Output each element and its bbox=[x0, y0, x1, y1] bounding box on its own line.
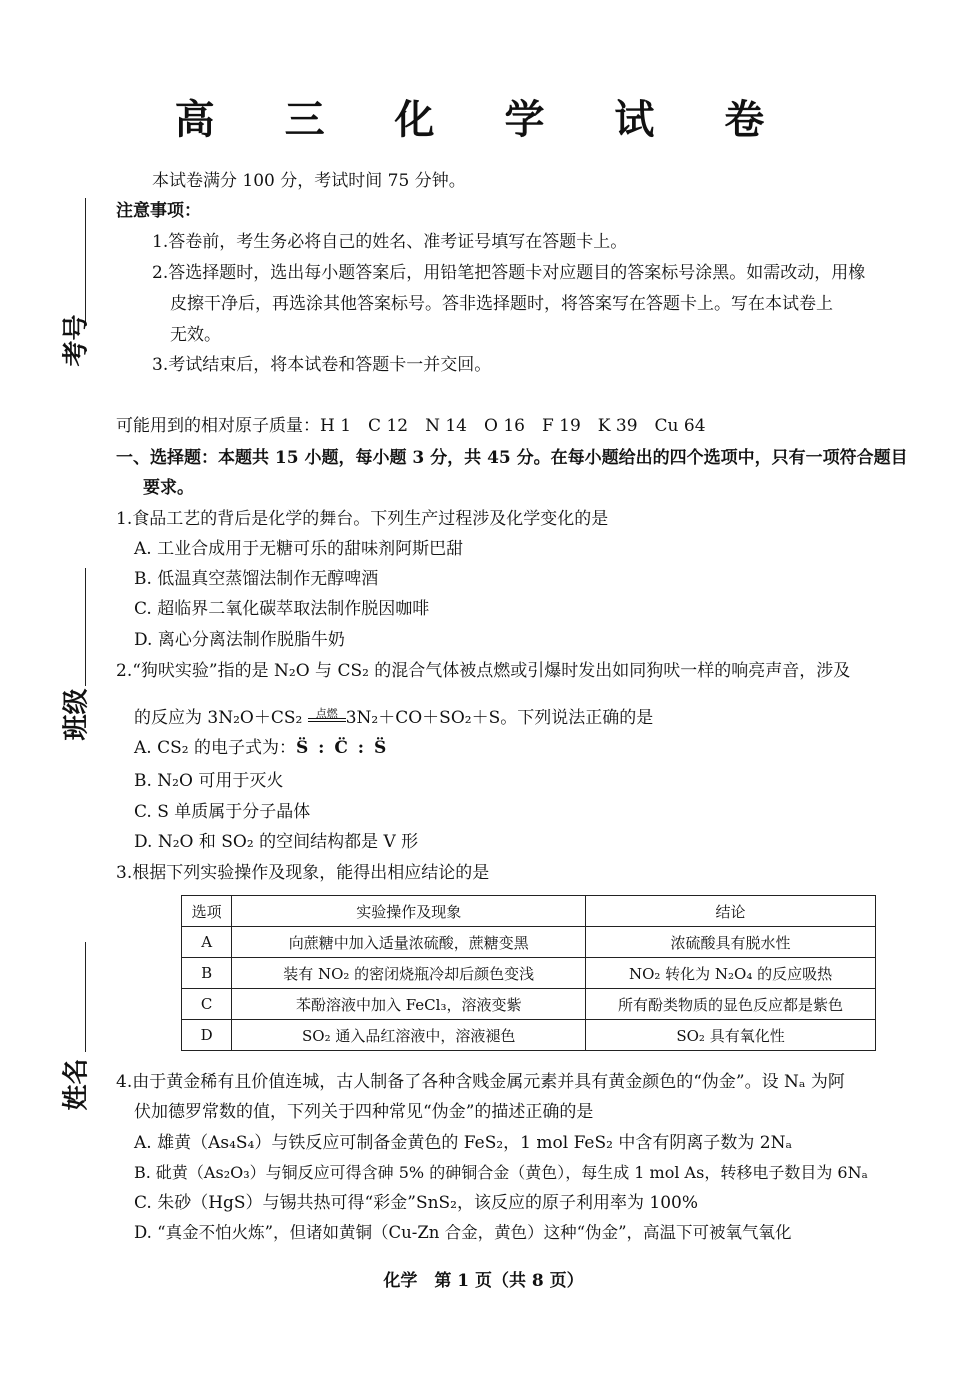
class-label: 班级 bbox=[61, 688, 92, 741]
question-1-option-d: D. 离心分离法制作脱脂牛奶 bbox=[134, 630, 345, 650]
question-4-stem: 4.由于黄金稀有且价值连城，古人制备了各种含贱金属元素并具有黄金颜色的“伪金”。设 Nₐ 为阿 bbox=[116, 1072, 845, 1092]
reaction-right: 3N₂＋CO＋SO₂＋S。下列说法正确的是 bbox=[345, 708, 654, 728]
question-4-option-c: C. 朱砂（HgS）与锡共热可得“彩金”SnS₂，该反应的原子利用率为 100% bbox=[134, 1193, 699, 1213]
lewis-structure: S̈ : C̈ : S̈ bbox=[295, 738, 389, 758]
option-a-text: A. CS₂ 的电子式为： bbox=[134, 738, 296, 758]
cell-conclusion: NO₂ 转化为 N₂O₄ 的反应吸热 bbox=[586, 958, 876, 989]
question-2-option-d: D. N₂O 和 SO₂ 的空间结构都是 V 形 bbox=[134, 832, 419, 852]
cell-operation: 装有 NO₂ 的密闭烧瓶冷却后颜色变浅 bbox=[232, 958, 586, 989]
header-option: 选项 bbox=[182, 896, 232, 927]
arrow-label: 点燃 bbox=[315, 707, 338, 720]
class-blank-line bbox=[85, 568, 86, 686]
section-heading-cont: 要求。 bbox=[143, 478, 194, 498]
question-4-stem-cont: 伏加德罗常数的值，下列关于四种常见“伪金”的描述正确的是 bbox=[134, 1102, 594, 1122]
question-2-option-a bbox=[134, 737, 388, 759]
section-heading: 一、选择题：本题共 15 小题，每小题 3 分，共 45 分。在每小题给出的四个选项中，只有一项符合题目 bbox=[116, 448, 908, 468]
name-label: 姓名 bbox=[61, 1058, 92, 1111]
experiment-table bbox=[181, 895, 876, 1051]
name-blank-line bbox=[85, 942, 86, 1052]
question-1-option-b: B. 低温真空蒸馏法制作无醇啤酒 bbox=[134, 569, 379, 589]
cell-option: A bbox=[182, 927, 232, 958]
question-1-option-c: C. 超临界二氧化碳萃取法制作脱因咖啡 bbox=[134, 599, 430, 619]
question-4-option-d: D. “真金不怕火炼”，但诸如黄铜（Cu-Zn 合金，黄色）这种“伪金”，高温下可被氧气氧化 bbox=[134, 1223, 792, 1242]
exam-no-blank-line bbox=[85, 198, 86, 326]
cell-option: B bbox=[182, 958, 232, 989]
notice-item: 3.考试结束后，将本试卷和答题卡一并交回。 bbox=[152, 355, 492, 375]
question-4-option-b: B. 砒黄（As₂O₃）与铜反应可得含砷 5% 的砷铜合金（黄色），每生成 1 mol As，转移电子数目为 6Nₐ bbox=[134, 1163, 868, 1182]
ignite-arrow bbox=[308, 703, 346, 725]
cell-conclusion: SO₂ 具有氧化性 bbox=[586, 1020, 876, 1051]
question-2-option-b: B. N₂O 可用于灭火 bbox=[134, 771, 284, 791]
exam-no-label: 考号 bbox=[61, 314, 92, 367]
table-row bbox=[182, 958, 876, 989]
cell-option: D bbox=[182, 1020, 232, 1051]
table-row bbox=[182, 927, 876, 958]
cell-option: C bbox=[182, 989, 232, 1020]
question-2-option-c: C. S 单质属于分子晶体 bbox=[134, 802, 311, 822]
notice-item: 1.答卷前，考生务必将自己的姓名、准考证号填写在答题卡上。 bbox=[152, 232, 628, 252]
question-2-reaction bbox=[134, 703, 653, 729]
header-conclusion: 结论 bbox=[586, 896, 876, 927]
notice-item: 无效。 bbox=[170, 325, 221, 345]
table-header-row bbox=[182, 896, 876, 927]
question-2-stem: 2.“狗吠实验”指的是 N₂O 与 CS₂ 的混合气体被点燃或引爆时发出如同狗吠一样的响亮声音，涉及 bbox=[116, 661, 851, 681]
table-row bbox=[182, 1020, 876, 1051]
atomic-masses: 可能用到的相对原子质量：H 1 C 12 N 14 O 16 F 19 K 39 Cu 64 bbox=[116, 416, 706, 436]
cell-operation: 向蔗糖中加入适量浓硫酸，蔗糖变黑 bbox=[232, 927, 586, 958]
page-title: 高 三 化 学 试 卷 bbox=[174, 96, 793, 143]
cell-operation: SO₂ 通入品红溶液中，溶液褪色 bbox=[232, 1020, 586, 1051]
notice-item: 皮擦干净后，再选涂其他答案标号。答非选择题时，将答案写在答题卡上。写在本试卷上 bbox=[170, 294, 833, 314]
header-operation: 实验操作及现象 bbox=[232, 896, 586, 927]
notice-item: 2.答选择题时，选出每小题答案后，用铅笔把答题卡对应题目的答案标号涂黑。如需改动，用橡 bbox=[152, 263, 866, 283]
cell-conclusion: 所有酚类物质的显色反应都是紫色 bbox=[586, 989, 876, 1020]
question-3-stem: 3.根据下列实验操作及现象，能得出相应结论的是 bbox=[116, 863, 490, 883]
question-1-option-a: A. 工业合成用于无糖可乐的甜味剂阿斯巴甜 bbox=[134, 539, 464, 559]
question-4-option-a: A. 雄黄（As₄S₄）与铁反应可制备金黄色的 FeS₂，1 mol FeS₂ 中含有阴离子数为 2Nₐ bbox=[134, 1133, 793, 1153]
table-row bbox=[182, 989, 876, 1020]
page-footer: 化学 第 1 页（共 8 页） bbox=[383, 1271, 584, 1291]
intro-text: 本试卷满分 100 分，考试时间 75 分钟。 bbox=[152, 171, 466, 191]
question-1-stem: 1.食品工艺的背后是化学的舞台。下列生产过程涉及化学变化的是 bbox=[116, 509, 609, 529]
cell-conclusion: 浓硫酸具有脱水性 bbox=[586, 927, 876, 958]
notice-heading: 注意事项： bbox=[116, 201, 201, 221]
cell-operation: 苯酚溶液中加入 FeCl₃，溶液变紫 bbox=[232, 989, 586, 1020]
reaction-left: 的反应为 3N₂O＋CS₂ bbox=[134, 708, 308, 728]
